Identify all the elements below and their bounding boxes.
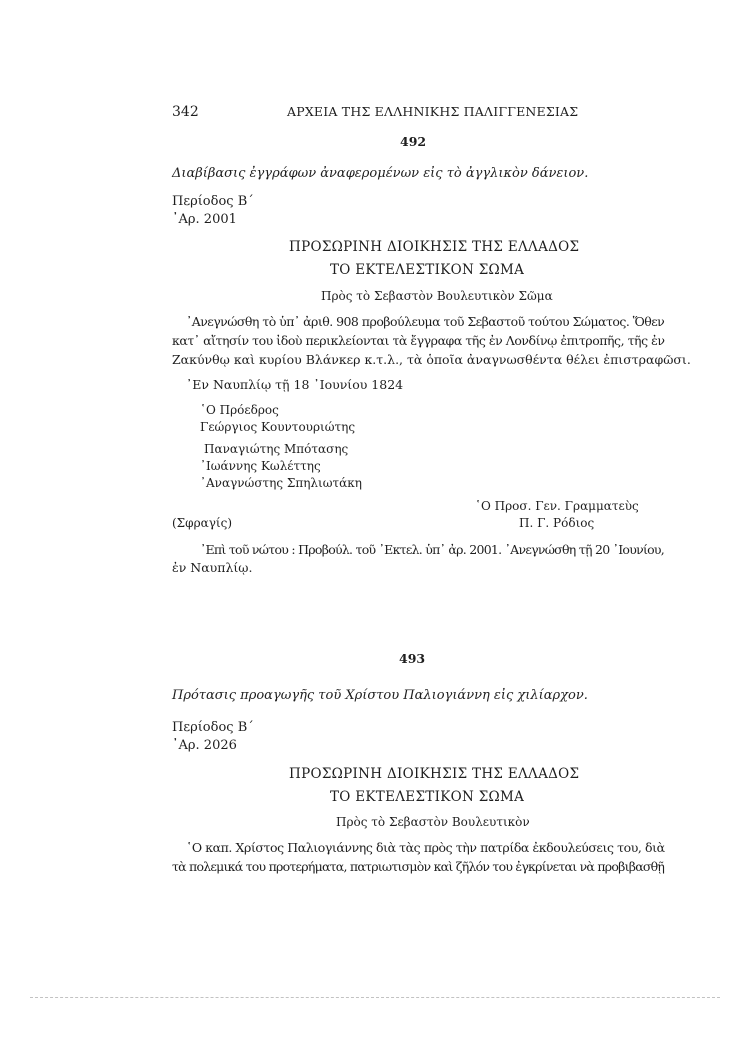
- endorsement-line-1: ᾿Επὶ τοῦ νώτου : Προβούλ. τοῦ ᾿Εκτελ. ὑπ᾿ ἀρ. 2001. ᾿Ανεγνώσθη τῇ 20 ᾿Ιουνίου,: [200, 542, 665, 557]
- secretary-title: ῾Ο Προσ. Γεν. Γραμματεὺς: [475, 499, 639, 513]
- body-line-492-1: ᾿Ανεγνώσθη τὸ ὑπ᾿ ἀριθ. 908 προβούλευμα τοῦ Σεβαστοῦ τούτου Σώματος. Ὅθεν: [186, 314, 665, 329]
- addressee-493: Πρὸς τὸ Σεβαστὸν Βουλευτικὸν: [336, 815, 530, 829]
- authority-subheading-492: ΤΟ ΕΚΤΕΛΕΣΤΙΚΟΝ ΣΩΜΑ: [330, 262, 525, 278]
- authority-heading-493: ΠΡΟΣΩΡΙΝΗ ΔΙΟΙΚΗΣΙΣ ΤΗΣ ΕΛΛΑΔΟΣ: [289, 766, 580, 782]
- endorsement-line-2: ἐν Ναυπλίῳ.: [172, 560, 253, 575]
- page-number: 342: [172, 104, 199, 120]
- reference-493: ᾿Αρ. 2026: [172, 738, 237, 753]
- running-title: ΑΡΧΕΙΑ ΤΗΣ ΕΛΛΗΝΙΚΗΣ ΠΑΛΙΓΓΕΝΕΣΙΑΣ: [287, 104, 579, 119]
- place-date-492: ᾿Εν Ναυπλίῳ τῇ 18 ᾿Ιουνίου 1824: [186, 377, 404, 392]
- period-493: Περίοδος Β΄: [172, 720, 254, 735]
- signatory-name: Γεώργιος Κουντουριώτης: [200, 420, 356, 434]
- authority-heading-492: ΠΡΟΣΩΡΙΝΗ ΔΙΟΙΚΗΣΙΣ ΤΗΣ ΕΛΛΑΔΟΣ: [289, 239, 580, 255]
- document-number-492: 492: [400, 134, 427, 149]
- document-subject-492: Διαβίβασις ἐγγράφων ἀναφερομένων εἰς τὸ ἀγγλικὸν δάνειον.: [172, 166, 589, 181]
- scan-edge-marks: [30, 997, 720, 1000]
- seal-mark: (Σφραγίς): [172, 516, 233, 530]
- body-line-492-3: Ζακύνθῳ καὶ κυρίου Βλάνκερ κ.τ.λ., τὰ ὁποῖα ἀναγνωσθέντα θέλει ἐπιστραφῶσι.: [172, 352, 691, 367]
- signatory-name: ᾿Ιωάννης Κωλέττης: [200, 459, 321, 473]
- period-492: Περίοδος Β΄: [172, 194, 254, 209]
- authority-subheading-493: ΤΟ ΕΚΤΕΛΕΣΤΙΚΟΝ ΣΩΜΑ: [330, 789, 525, 805]
- reference-492: ᾿Αρ. 2001: [172, 212, 237, 227]
- document-subject-493: Πρότασις προαγωγῆς τοῦ Χρίστου Παλιογιάννη εἰς χιλίαρχον.: [172, 688, 588, 703]
- document-number-493: 493: [399, 651, 426, 666]
- body-line-492-2: κατ᾿ αἴτησίν του ἰδοὺ περικλείονται τὰ ἔγγραφα τῆς ἐν Λονδίνῳ ἐπιτροπῆς, τῆς ἐν: [172, 333, 665, 348]
- secretary-name: Π. Γ. Ρόδιος: [519, 516, 595, 530]
- addressee-492: Πρὸς τὸ Σεβαστὸν Βουλευτικὸν Σῶμα: [321, 289, 553, 303]
- signatory-name: Παναγιώτης Μπότασης: [204, 442, 349, 456]
- body-line-493-2: τὰ πολεμικά του προτερήματα, πατριωτισμὸν καὶ ζῆλόν του ἐγκρίνεται νὰ προβιβασθῇ: [172, 859, 665, 874]
- signatory-name: ᾿Αναγνώστης Σπηλιωτάκη: [200, 476, 362, 490]
- signatory-title: ῾Ο Πρόεδρος: [200, 403, 279, 417]
- body-line-493-1: ῾Ο καπ. Χρίστος Παλιογιάννης διὰ τὰς πρὸς τὴν πατρίδα ἐκδουλεύσεις του, διὰ: [186, 840, 665, 855]
